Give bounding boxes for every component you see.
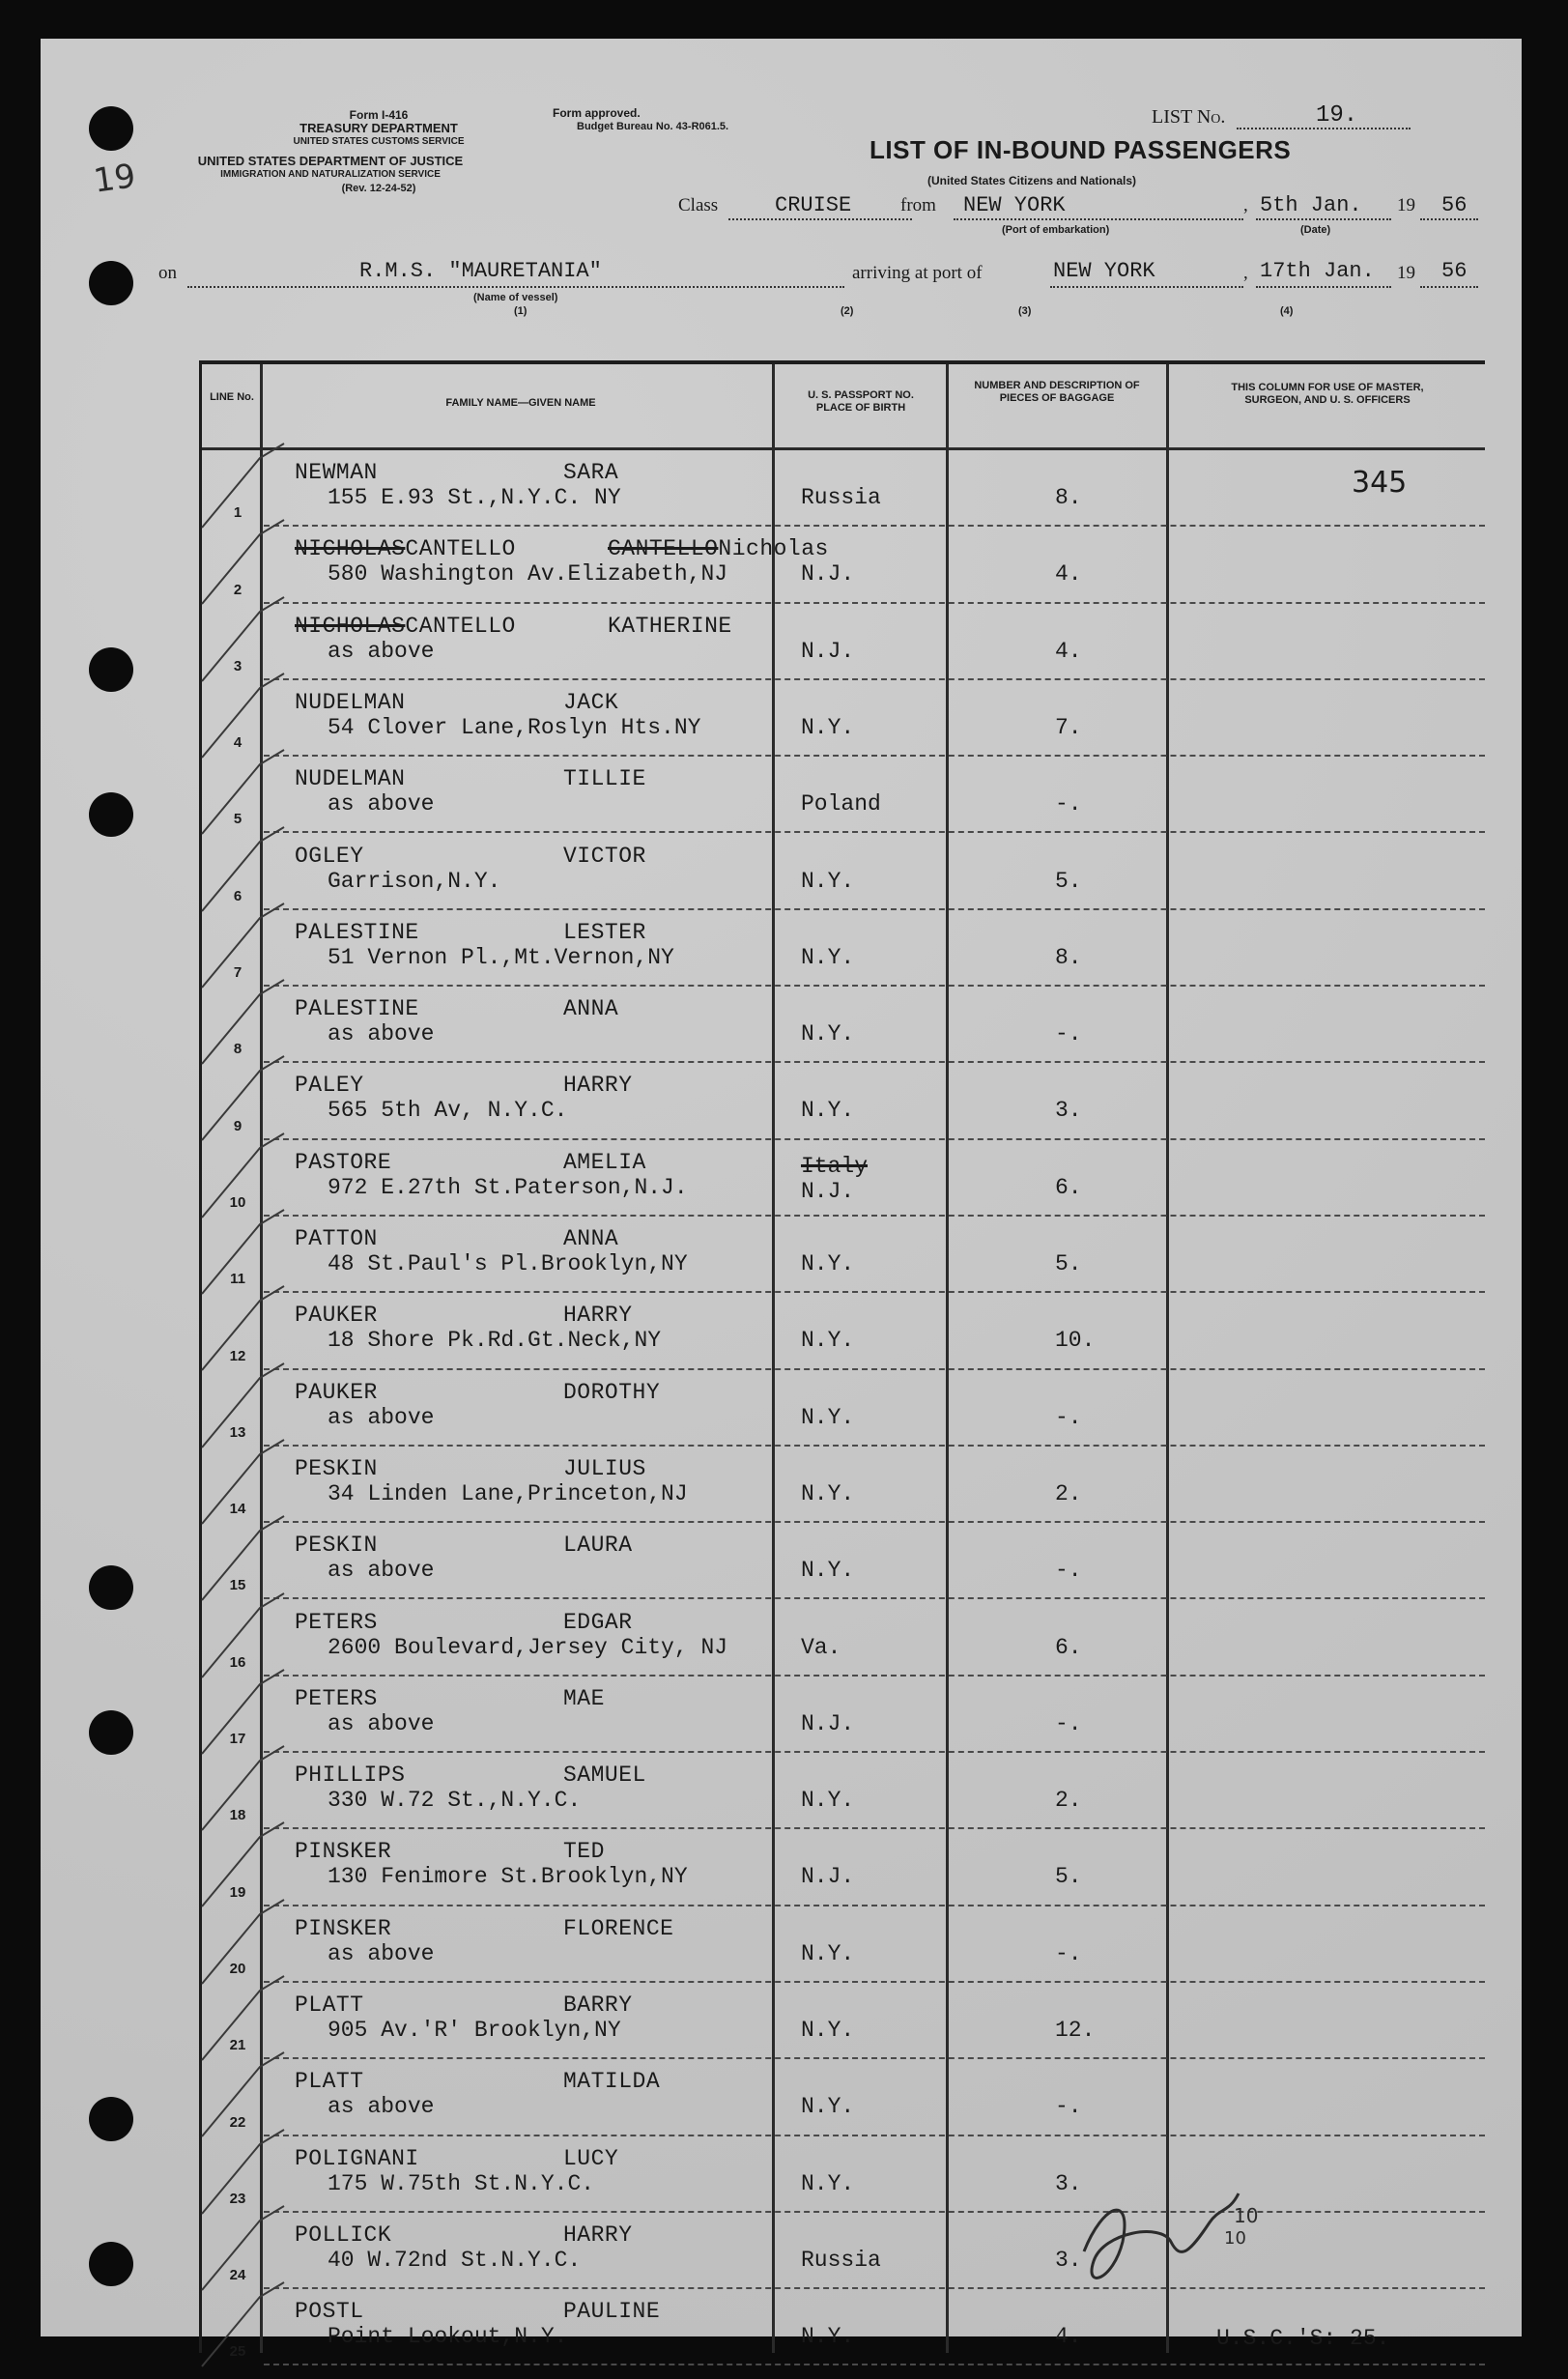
page-subtitle: (United States Citizens and Nationals) [927, 174, 1137, 187]
address: as above [328, 791, 435, 817]
family-text: PALEY [295, 1073, 364, 1099]
family-text: OGLEY [295, 843, 364, 869]
given-name [563, 460, 618, 485]
family-name [295, 1992, 364, 2018]
col1-caption: (1) [514, 305, 527, 317]
given-name [563, 1533, 633, 1558]
year-prefix: 19 [1397, 263, 1415, 283]
family-text: NEWMAN [295, 460, 378, 485]
line-number: 8 [233, 1041, 242, 1058]
given-name [563, 690, 618, 715]
comma: , [1243, 195, 1248, 215]
birth-place: N.Y. [801, 1558, 855, 1584]
address: Garrison,N.Y. [328, 868, 501, 894]
table-row [202, 2136, 1485, 2213]
line-number: 4 [233, 734, 242, 752]
baggage-count: -. [1055, 2094, 1082, 2120]
list-number: 19. [1316, 102, 1358, 129]
address: 51 Vernon Pl.,Mt.Vernon,NY [328, 944, 674, 970]
birth-place: N.Y. [801, 1328, 855, 1354]
address: as above [328, 1404, 435, 1430]
officer-note: U.S.C.'S: 25. [1216, 2326, 1390, 2352]
family-name [295, 536, 516, 561]
address: 54 Clover Lane,Roslyn Hts.NY [328, 714, 701, 740]
baggage-count: 4. [1055, 638, 1082, 664]
punch-hole [89, 2097, 133, 2141]
address: 565 5th Av, N.Y.C. [328, 1098, 568, 1124]
birth-place: N.J. [801, 1710, 855, 1736]
punch-hole [89, 261, 133, 305]
birth-place: Russia [801, 2247, 881, 2273]
family-text: PASTORE [295, 1149, 392, 1175]
family-name [295, 766, 405, 791]
family-name [295, 614, 516, 639]
form-revision: (Rev. 12-24-52) [341, 183, 416, 194]
given-text: AMELIA [563, 1149, 646, 1175]
birth-place: N.Y. [801, 2094, 855, 2120]
birth-place: N.Y. [801, 714, 855, 740]
line-number: 1 [233, 504, 242, 522]
family-name [295, 1380, 378, 1405]
family-text: PETERS [295, 1609, 378, 1635]
given-text: SAMUEL [563, 1763, 646, 1789]
line-number: 19 [229, 1883, 246, 1901]
birth-place: Poland [801, 791, 881, 817]
address: Point Lookout,N.Y. [328, 2324, 568, 2350]
family-text: PLATT [295, 1992, 364, 2018]
passenger-table [199, 360, 1485, 2361]
col-head-line: LINE No. [210, 391, 254, 403]
baggage-count: 5. [1055, 1864, 1082, 1890]
address: 34 Linden Lane,Princeton,NJ [328, 1480, 688, 1506]
given-name [563, 844, 646, 869]
struck-family: NICHOLAS [295, 613, 406, 639]
given-text: MATILDA [563, 2069, 661, 2095]
table-row [202, 910, 1485, 987]
table-row [202, 680, 1485, 757]
given-text: LUCY [563, 2145, 619, 2171]
family-text: NUDELMAN [295, 766, 406, 792]
address: as above [328, 1940, 435, 1966]
baggage-count: 3. [1055, 2247, 1082, 2273]
given-name [563, 1992, 633, 2018]
line-number: 2 [233, 581, 242, 598]
given-text: LAURA [563, 1533, 633, 1559]
family-text: PESKIN [295, 1455, 378, 1481]
table-row [202, 757, 1485, 833]
family-text: PLATT [295, 2069, 364, 2095]
col-head-name: FAMILY NAME—GIVEN NAME [445, 397, 596, 409]
depart-year: 56 [1441, 193, 1468, 217]
address: as above [328, 1710, 435, 1736]
family-name [295, 1916, 391, 1941]
line-number: 15 [229, 1577, 246, 1594]
baggage-count: 2. [1055, 1788, 1082, 1814]
family-name [295, 1686, 378, 1711]
punch-hole [89, 2242, 133, 2286]
line-number: 7 [233, 964, 242, 982]
line-number: 16 [229, 1653, 246, 1671]
treasury-dept: TREASURY DEPARTMENT [299, 121, 458, 135]
table-row [202, 1753, 1485, 1829]
given-name [563, 1073, 633, 1098]
form-approved: Form approved. [553, 106, 641, 120]
table-row [202, 1370, 1485, 1447]
given-text: BARRY [563, 1992, 633, 2018]
table-row [202, 1677, 1485, 1753]
baggage-count: 4. [1055, 2324, 1082, 2350]
table-row [202, 1983, 1485, 2059]
given-text: TILLIE [563, 766, 646, 792]
col-head-passport: U. S. PASSPORT NO. PLACE OF BIRTH [808, 389, 914, 414]
baggage-count: 5. [1055, 1251, 1082, 1276]
birth-place: N.Y. [801, 868, 855, 894]
table-row [202, 527, 1485, 603]
vessel-caption: (Name of vessel) [473, 292, 558, 303]
given-name [563, 766, 646, 791]
family-name [295, 2222, 391, 2248]
family-text: PAUKER [295, 1303, 378, 1329]
given-name [563, 2299, 660, 2324]
given-text: TED [563, 1839, 605, 1865]
comma: , [1243, 263, 1248, 283]
form-number: Form I-416 [349, 108, 409, 122]
table-row [202, 2289, 1485, 2365]
address: as above [328, 2094, 435, 2120]
address: 2600 Boulevard,Jersey City, NJ [328, 1634, 728, 1660]
family-text: PHILLIPS [295, 1763, 406, 1789]
table-row [202, 1829, 1485, 1906]
given-name [608, 614, 732, 639]
table-row [202, 1523, 1485, 1599]
address: 130 Fenimore St.Brooklyn,NY [328, 1864, 688, 1890]
embark-caption: (Port of embarkation) [1002, 224, 1110, 236]
date-caption: (Date) [1300, 224, 1331, 236]
baggage-count: 4. [1055, 561, 1082, 588]
line-number: 21 [229, 2037, 246, 2054]
handwritten-initials [1045, 2164, 1277, 2300]
address: 330 W.72 St.,N.Y.C. [328, 1788, 582, 1814]
given-name [563, 2222, 633, 2248]
family-text: PINSKER [295, 1839, 392, 1865]
line-number: 20 [229, 1960, 246, 1977]
col-head-officers: THIS COLUMN FOR USE OF MASTER, SURGEON, AND U. S. OFFICERS [1231, 382, 1424, 406]
baggage-count: 8. [1055, 944, 1082, 970]
family-name [295, 1533, 378, 1558]
col3-caption: (3) [1018, 305, 1032, 317]
given-text: HARRY [563, 2221, 633, 2248]
birth-place: N.J. [801, 1178, 855, 1204]
struck-family: NICHOLAS [295, 536, 406, 562]
baggage-count: -. [1055, 1940, 1082, 1966]
address: 580 Washington Av.Elizabeth,NJ [328, 561, 728, 588]
table-row [202, 1140, 1485, 1217]
family-name [295, 1610, 378, 1635]
given-name [563, 1916, 673, 1941]
birth-place: N.J. [801, 638, 855, 664]
given-text: LESTER [563, 919, 646, 945]
given-text: PAULINE [563, 2299, 661, 2325]
birth-place: N.Y. [801, 1788, 855, 1814]
svg-text:10: 10 [1224, 2228, 1246, 2249]
arrival-year: 56 [1441, 259, 1468, 283]
budget-bureau: Budget Bureau No. 43-R061.5. [577, 121, 729, 132]
baggage-count: 2. [1055, 1480, 1082, 1506]
baggage-count: -. [1055, 1021, 1082, 1047]
col2-caption: (2) [841, 305, 854, 317]
family-name [295, 460, 378, 485]
baggage-count: -. [1055, 1710, 1082, 1736]
table-row [202, 1600, 1485, 1677]
given-name [563, 1839, 605, 1864]
birth-place: N.Y. [801, 1021, 855, 1047]
birth-place: N.J. [801, 1864, 855, 1890]
vessel-name: R.M.S. "MAURETANIA" [359, 259, 602, 283]
given-name [563, 1380, 660, 1405]
line-number: 12 [229, 1347, 246, 1364]
given-name [563, 1610, 633, 1635]
class-value: CRUISE [775, 193, 852, 217]
given-name [563, 1686, 605, 1711]
baggage-count: 7. [1055, 714, 1082, 740]
line-number: 17 [229, 1731, 246, 1748]
given-name [563, 1456, 646, 1481]
birth-place: N.Y. [801, 1480, 855, 1506]
table-row [202, 1447, 1485, 1523]
birth-place: N.Y. [801, 2018, 855, 2043]
family-text: PATTON [295, 1226, 378, 1251]
given-text: JACK [563, 689, 619, 715]
table-row [202, 2059, 1485, 2135]
svg-text:10: 10 [1234, 2204, 1259, 2227]
given-text: DOROTHY [563, 1379, 661, 1405]
family-text: PALESTINE [295, 919, 419, 945]
line-number: 25 [229, 2343, 246, 2361]
given-text: HARRY [563, 1073, 633, 1099]
given-name [563, 1150, 646, 1175]
baggage-count: -. [1055, 1404, 1082, 1430]
baggage-count: 8. [1055, 485, 1082, 510]
manifest-page [41, 39, 1522, 2361]
family-text: PETERS [295, 1685, 378, 1711]
birth-place: N.J. [801, 561, 855, 588]
table-row [202, 987, 1485, 1063]
line-number: 10 [229, 1193, 246, 1211]
address: 18 Shore Pk.Rd.Gt.Neck,NY [328, 1328, 662, 1354]
birth-place: Va. [801, 1634, 841, 1660]
given-name [563, 2146, 618, 2171]
baggage-count: -. [1055, 1558, 1082, 1584]
punch-hole [89, 106, 133, 151]
birth-struck: Italy [801, 1153, 869, 1179]
punch-hole [89, 1710, 133, 1755]
table-row [202, 604, 1485, 680]
given-name [563, 920, 646, 945]
from-label: from [900, 195, 936, 215]
family-name [295, 1839, 391, 1864]
class-label: Class [678, 195, 719, 215]
family-text: POLLICK [295, 2221, 392, 2248]
family-text: PESKIN [295, 1533, 378, 1559]
margin-number: 19 [91, 157, 138, 201]
baggage-count: 6. [1055, 1634, 1082, 1660]
given-text: MAE [563, 1685, 605, 1711]
table-row [202, 450, 1485, 527]
line-number: 13 [229, 1423, 246, 1441]
family-text: POSTL [295, 2299, 364, 2325]
baggage-count: 6. [1055, 1174, 1082, 1200]
birth-place: N.Y. [801, 944, 855, 970]
year-prefix: 19 [1397, 195, 1415, 215]
given-text: Nicholas [718, 536, 829, 562]
ins-service: IMMIGRATION AND NATURALIZATION SERVICE [220, 169, 441, 180]
given-name [563, 1303, 633, 1328]
given-name [563, 2069, 660, 2094]
birth-place: N.Y. [801, 1251, 855, 1276]
given-text: EDGAR [563, 1609, 633, 1635]
table-row [202, 1293, 1485, 1369]
line-number: 23 [229, 2190, 246, 2207]
arrival-date: 17th Jan. [1260, 259, 1375, 283]
given-name [608, 536, 829, 561]
line-number: 24 [229, 2267, 246, 2284]
address: 40 W.72nd St.N.Y.C. [328, 2247, 582, 2273]
table-row [202, 1906, 1485, 1983]
birth-place: N.Y. [801, 2170, 855, 2196]
baggage-count: 12. [1055, 2018, 1096, 2043]
family-text: PINSKER [295, 1915, 392, 1941]
given-name [563, 1763, 646, 1788]
address: 905 Av.'R' Brooklyn,NY [328, 2018, 621, 2043]
family-name [295, 2069, 364, 2094]
family-name [295, 1226, 378, 1251]
depart-date: 5th Jan. [1260, 193, 1362, 217]
table-row [202, 1217, 1485, 1293]
line-number: 6 [233, 887, 242, 904]
punch-hole [89, 792, 133, 837]
punch-hole [89, 1565, 133, 1610]
address: as above [328, 1558, 435, 1584]
customs-service: UNITED STATES CUSTOMS SERVICE [293, 136, 465, 147]
struck-given: CANTELLO [608, 536, 719, 562]
justice-dept: UNITED STATES DEPARTMENT OF JUSTICE [197, 154, 464, 168]
address: 48 St.Paul's Pl.Brooklyn,NY [328, 1251, 688, 1276]
table-row [202, 834, 1485, 910]
family-text: PALESTINE [295, 996, 419, 1022]
given-name [563, 1226, 618, 1251]
given-text: KATHERINE [608, 613, 732, 639]
family-name [295, 920, 419, 945]
line-number: 18 [229, 1807, 246, 1824]
baggage-count: 3. [1055, 2170, 1082, 2196]
family-name [295, 2299, 364, 2324]
family-name [295, 844, 364, 869]
line-number: 11 [230, 1271, 245, 1288]
line-number: 3 [233, 657, 242, 674]
family-text: NUDELMAN [295, 689, 406, 715]
col-head-baggage: NUMBER AND DESCRIPTION OF PIECES OF BAGGAGE [974, 380, 1140, 404]
address: as above [328, 1021, 435, 1047]
arrival-port: NEW YORK [1053, 259, 1155, 283]
line-number: 14 [229, 1501, 246, 1518]
birth-place: N.Y. [801, 1940, 855, 1966]
table-row [202, 2213, 1485, 2289]
birth-place: N.Y. [801, 2324, 855, 2350]
officer-note: 345 [1352, 466, 1408, 500]
line-number: 5 [233, 811, 242, 828]
line-number: 22 [229, 2113, 246, 2131]
page-title: LIST OF IN-BOUND PASSENGERS [870, 135, 1292, 164]
on-label: on [158, 263, 177, 283]
given-text: VICTOR [563, 843, 646, 869]
col4-caption: (4) [1280, 305, 1294, 317]
punch-hole [89, 647, 133, 692]
family-text: CANTELLO [405, 536, 516, 562]
birth-place: N.Y. [801, 1098, 855, 1124]
family-name [295, 1456, 378, 1481]
family-name [295, 1073, 364, 1098]
family-text: CANTELLO [405, 613, 516, 639]
family-text: PAUKER [295, 1379, 378, 1405]
given-text: JULIUS [563, 1455, 646, 1481]
family-name [295, 1150, 391, 1175]
family-name [295, 1763, 405, 1788]
address: as above [328, 638, 435, 664]
given-text: ANNA [563, 996, 619, 1022]
table-row [202, 1063, 1485, 1139]
address: 175 W.75th St.N.Y.C. [328, 2170, 595, 2196]
address: 972 E.27th St.Paterson,N.J. [328, 1174, 688, 1200]
line-number: 9 [233, 1117, 242, 1134]
list-no-label: LIST No. [1152, 106, 1226, 128]
given-name [563, 996, 618, 1021]
birth-place: N.Y. [801, 1404, 855, 1430]
address: 155 E.93 St.,N.Y.C. NY [328, 485, 621, 510]
baggage-count: -. [1055, 791, 1082, 817]
arriving-label: arriving at port of [852, 263, 983, 283]
baggage-count: 10. [1055, 1328, 1096, 1354]
given-text: SARA [563, 460, 619, 485]
family-name [295, 690, 405, 715]
given-text: ANNA [563, 1226, 619, 1251]
baggage-count: 3. [1055, 1098, 1082, 1124]
family-name [295, 1303, 378, 1328]
given-text: FLORENCE [563, 1915, 674, 1941]
family-name [295, 996, 419, 1021]
given-text: HARRY [563, 1303, 633, 1329]
family-name [295, 2146, 419, 2171]
baggage-count: 5. [1055, 868, 1082, 894]
birth-place: Russia [801, 485, 881, 510]
family-text: POLIGNANI [295, 2145, 419, 2171]
embark-port: NEW YORK [963, 193, 1066, 217]
